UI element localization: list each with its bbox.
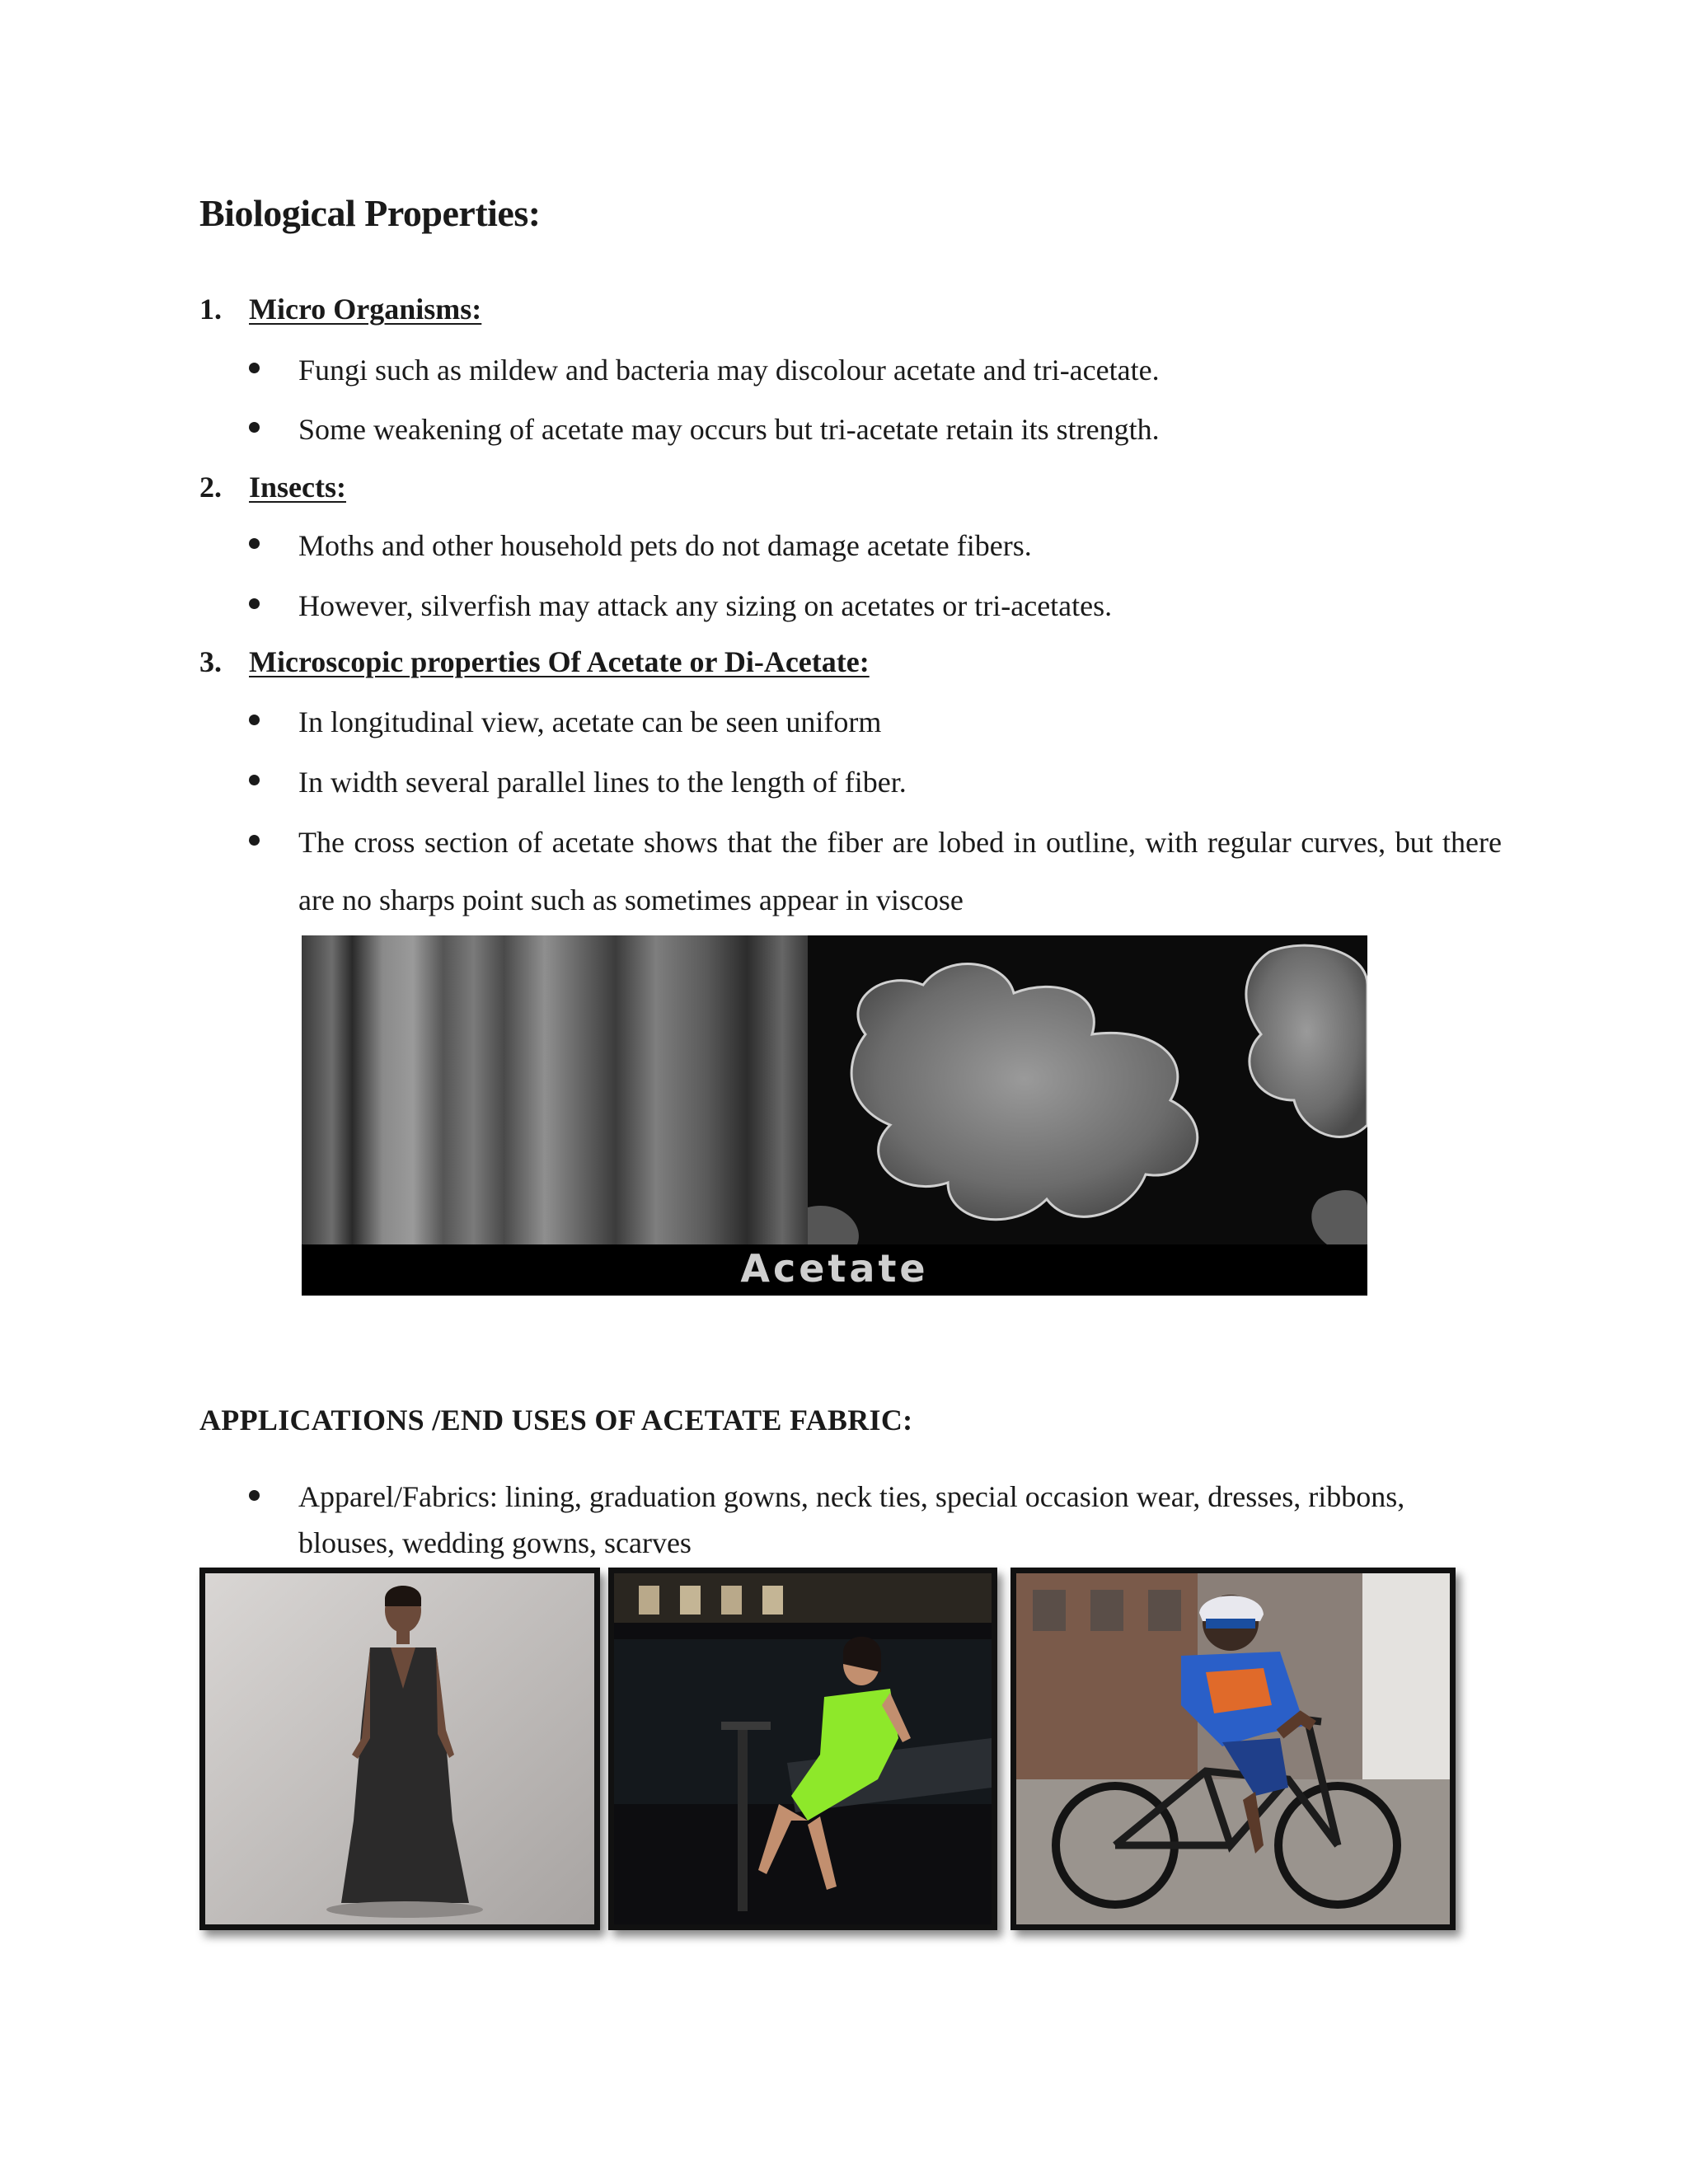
list-item: The cross section of acetate shows that the fiber are lobed in outline, with regular curves, but there are no sharps point such as sometimes appear in viscose <box>249 813 1502 929</box>
list-item: Apparel/Fabrics: lining, graduation gowns, neck ties, special occasion wear, dresses, ribbons, blouses, wedding gowns, scarves <box>249 1474 1419 1566</box>
section-number: 3. <box>199 645 222 678</box>
bullet-icon <box>249 775 260 785</box>
list-item: Some weakening of acetate may occurs but tri-acetate retain its strength. <box>249 401 1485 458</box>
acetate-microscope-image <box>302 935 1367 1296</box>
list-item: Fungi such as mildew and bacteria may discolour acetate and tri-acetate. <box>249 341 1485 399</box>
woman-in-green-dress-icon <box>614 1573 992 1924</box>
section-number: 1. <box>199 293 222 326</box>
list-item: Moths and other household pets do not damage acetate fibers. <box>249 517 1485 574</box>
bullet-icon <box>249 1490 260 1501</box>
green-dress-photo <box>608 1568 997 1930</box>
woman-in-black-gown-icon <box>205 1573 594 1924</box>
section-heading-insects <box>199 470 346 504</box>
gown-photo <box>199 1568 600 1930</box>
bullet-icon <box>249 598 260 609</box>
bullet-icon <box>249 835 260 846</box>
fiber-cross-section-icon <box>808 935 1367 1244</box>
cyclist-on-bicycle-icon <box>1016 1573 1450 1924</box>
section-label: Micro Organisms: <box>249 293 482 326</box>
bullet-icon <box>249 538 260 549</box>
list-item: In longitudinal view, acetate can be seen uniform <box>249 693 1485 751</box>
section-heading-micro-organisms <box>199 292 481 326</box>
section-number: 2. <box>199 471 222 504</box>
page-title: Biological Properties: <box>199 192 541 234</box>
section-heading-microscopic-properties <box>199 644 870 679</box>
cyclist-photo <box>1010 1568 1456 1930</box>
section-label: Insects: <box>249 471 346 504</box>
list-item: In width several parallel lines to the length of fiber. <box>249 753 1485 811</box>
list-item: However, silverfish may attack any sizing on acetates or tri-acetates. <box>249 577 1485 635</box>
bullet-icon <box>249 422 260 433</box>
longitudinal-view-image <box>302 935 808 1244</box>
applications-heading: APPLICATIONS /END USES OF ACETATE FABRIC: <box>199 1404 913 1436</box>
bullet-icon <box>249 363 260 373</box>
image-caption: Acetate <box>740 1246 929 1291</box>
bullet-icon <box>249 715 260 725</box>
cross-section-image <box>808 935 1367 1244</box>
section-label: Microscopic properties Of Acetate or Di-Acetate: <box>249 645 870 678</box>
